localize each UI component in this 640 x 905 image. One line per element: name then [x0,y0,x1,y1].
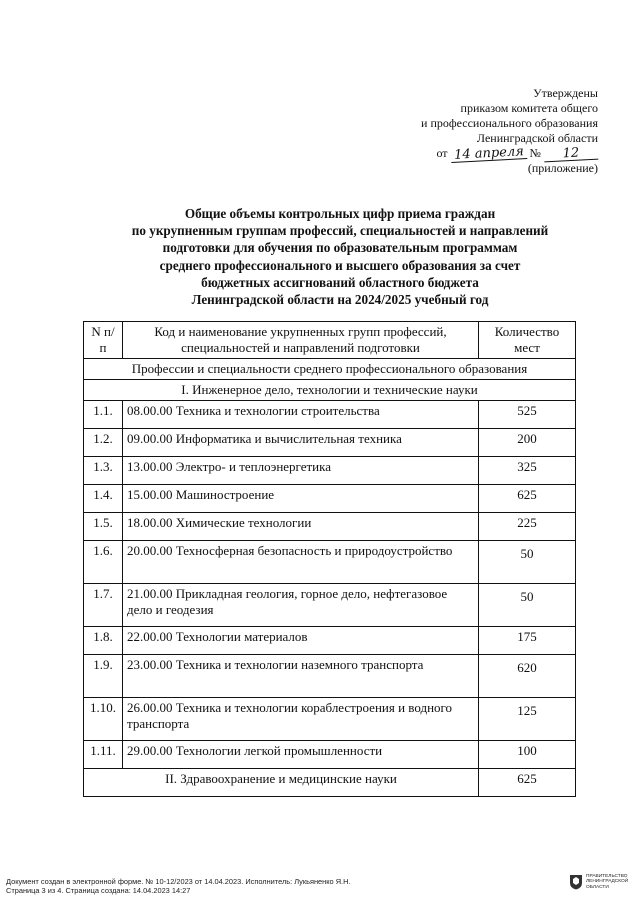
approval-line-3: и профессионального образования [421,116,598,130]
row-places: 50 [479,541,576,584]
annex-label: (приложение) [527,161,598,175]
row-num: 1.11. [84,741,123,769]
title-line-2: по укрупненным группам профессий, специальностей и направлений [131,223,549,239]
logo-line-1: ПРАВИТЕЛЬСТВО [586,874,628,879]
row-places: 625 [479,485,576,513]
document-title [60,205,620,308]
logo-line-3: ОБЛАСТИ [586,884,609,890]
row-num: 1.10. [84,698,123,741]
footer-line-2: Страница 3 из 4. Страница создана: 14.04.2023 14:27 [6,886,191,895]
row-num: 1.5. [84,513,123,541]
table-row [84,698,576,741]
government-logo [569,874,628,890]
table-header-row [84,322,576,359]
row-places: 620 [479,655,576,698]
row-places: 225 [479,513,576,541]
row-num: 1.4. [84,485,123,513]
row-name: 09.00.00 Информатика и вычислительная техника [123,429,479,457]
row-places: 325 [479,457,576,485]
row-name: 18.00.00 Химические технологии [123,513,479,541]
category-label: Профессии и специальности среднего профессионального образования [84,359,576,380]
title-line-1: Общие объемы контрольных цифр приема граждан [184,206,496,221]
row-places: 525 [479,401,576,429]
table-row [84,457,576,485]
title-line-6: Ленинградской области на 2024/2025 учебный год [191,292,489,308]
approval-date-line [421,146,598,161]
table-row [84,741,576,769]
date-prefix: от [436,146,448,160]
row-places: 200 [479,429,576,457]
title-line-5: бюджетных ассигнований областного бюджета [201,274,479,290]
handwritten-date: 14 апреля [450,145,527,163]
emblem-icon [569,874,583,890]
number-sign: № [529,146,541,160]
approval-line-4: Ленинградской области [476,131,598,145]
footer-info [6,877,351,895]
row-num: 1.6. [84,541,123,584]
header-num: N п/п [84,322,123,359]
row-num: 1.9. [84,655,123,698]
table-row [84,485,576,513]
approval-block [421,86,598,176]
quota-table [83,321,576,797]
section-1-row [84,380,576,401]
row-num: 1.1. [84,401,123,429]
logo-line-2: ЛЕНИНГРАДСКОЙ [586,879,629,885]
header-name: Код и наименование укрупненных групп профессий, специальностей и направлений подготовки [123,322,479,359]
section-1-label: I. Инженерное дело, технологии и технические науки [84,380,576,401]
row-num: 1.8. [84,627,123,655]
row-name: 26.00.00 Техника и технологии кораблестроения и водного транспорта [123,698,479,741]
row-name: 21.00.00 Прикладная геология, горное дело, нефтегазовое дело и геодезия [123,584,479,627]
header-places: Количество мест [479,322,576,359]
section-2-places: 625 [479,769,576,797]
table-row [84,429,576,457]
row-name: 08.00.00 Техника и технологии строительства [123,401,479,429]
row-num: 1.7. [84,584,123,627]
table-row [84,655,576,698]
title-line-4: среднего профессионального и высшего образования за счет [159,257,521,273]
row-name: 15.00.00 Машиностроение [123,485,479,513]
row-name: 23.00.00 Техника и технологии наземного транспорта [123,655,479,698]
handwritten-number: 12 [544,146,599,163]
row-name: 20.00.00 Техносферная безопасность и природоустройство [123,541,479,584]
row-num: 1.2. [84,429,123,457]
row-num: 1.3. [84,457,123,485]
row-places: 125 [479,698,576,741]
category-row [84,359,576,380]
row-places: 100 [479,741,576,769]
logo-text [586,874,628,890]
row-name: 13.00.00 Электро- и теплоэнергетика [123,457,479,485]
section-2-label: II. Здравоохранение и медицинские науки [84,769,479,797]
section-2-row [84,769,576,797]
footer-line-1: Документ создан в электронной форме. № 10-12/2023 от 14.04.2023. Исполнитель: Лукьяненко Я.Н. [6,877,351,886]
table-row [84,541,576,584]
table-row [84,401,576,429]
table-row [84,627,576,655]
title-line-3: подготовки для обучения по образовательным программам [162,240,518,256]
row-name: 29.00.00 Технологии легкой промышленности [123,741,479,769]
approval-line-1: Утверждены [533,86,598,100]
table-row [84,513,576,541]
row-places: 175 [479,627,576,655]
table-row [84,584,576,627]
row-places: 50 [479,584,576,627]
approval-line-2: приказом комитета общего [460,101,598,115]
row-name: 22.00.00 Технологии материалов [123,627,479,655]
